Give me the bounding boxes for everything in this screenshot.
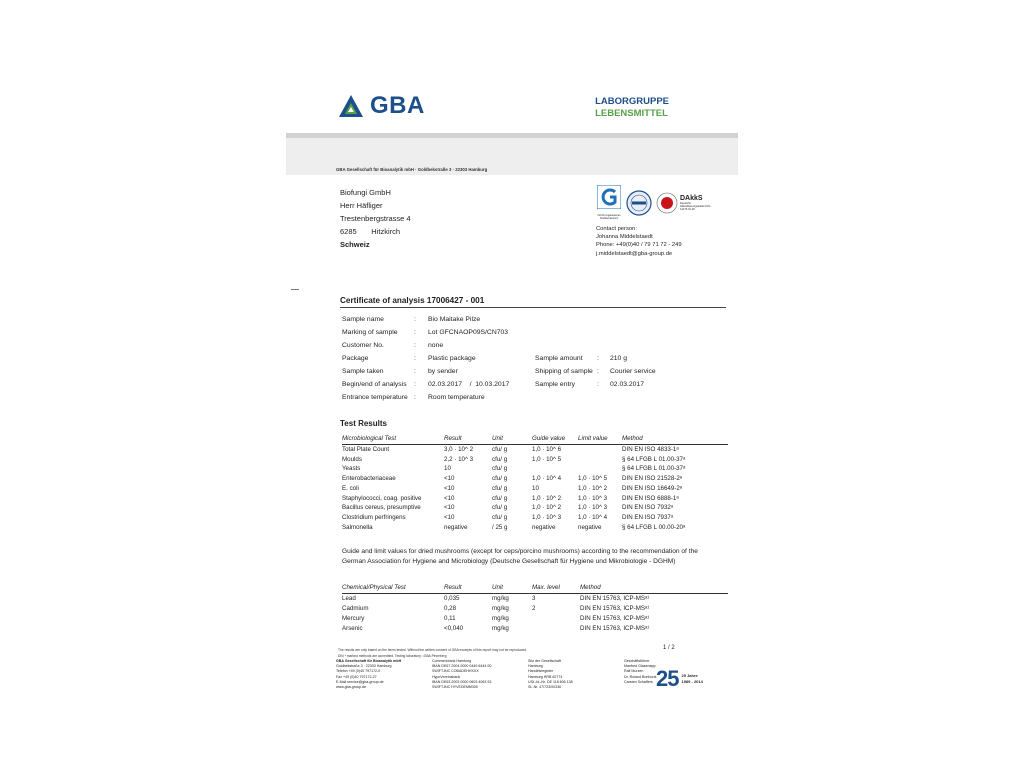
package-value: Plastic package — [428, 355, 476, 362]
micro-cell: <10 — [444, 504, 455, 512]
chem-cell: <0,040 — [444, 625, 464, 632]
chem-cell: 0,035 — [444, 595, 460, 602]
contact-block — [596, 225, 682, 258]
micro-cell: 1,0 · 10^ 4 — [532, 475, 562, 483]
micro-header-rule — [342, 444, 728, 445]
micro-cell: <10 — [444, 494, 455, 502]
chem-header-3: Max. level — [532, 584, 560, 591]
gba-logo — [338, 92, 425, 120]
micro-cell: cfu/ g — [492, 475, 508, 483]
micro-cell: Staphylococci, coag. positive — [342, 494, 422, 502]
footer-col4: Geschäftsführer Manfred Glasenapp Ralf Murzen Dr. Roland Bonhorst Carsten Schaffers — [624, 659, 657, 684]
anniversary-badge — [656, 666, 703, 692]
analysis-dates-value: 02.03.2017 / 10.03.2017 — [428, 381, 510, 388]
micro-cell: DIN EN ISO 7937ᵃ — [622, 513, 674, 521]
micro-cell: Total Plate Count — [342, 446, 390, 453]
micro-cell: negative — [444, 523, 468, 531]
micro-cell: <10 — [444, 484, 455, 492]
chem-cell: Arsenic — [342, 625, 363, 632]
recipient-country: Schweiz — [340, 240, 370, 249]
footer-note1: The results are only based on the items tested. Without the written consent of GBA excerpts of this report may not be reproduced. — [338, 648, 527, 652]
field-row: Sample name — [342, 316, 384, 323]
micro-cell: 1,0 · 10^ 3 — [532, 513, 562, 521]
test-results-title: Test Results — [340, 419, 387, 428]
micro-header-3: Guide value — [532, 435, 566, 442]
micro-cell: <10 — [444, 475, 455, 483]
micro-cell: 2,2 · 10^ 3 — [444, 455, 474, 463]
micro-cell: 1,0 · 10^ 3 — [578, 504, 608, 512]
recipient-person: Herr Häfliger — [340, 201, 383, 210]
recipient-company: Biofungi GmbH — [340, 188, 391, 197]
gcas-badge — [596, 185, 622, 220]
chem-header-rule — [342, 593, 728, 594]
micro-cell: § 64 LFGB L 01.00-37ᵃ — [622, 455, 686, 463]
sample-entry-value: 02.03.2017 — [610, 381, 645, 388]
micro-header-4: Limit value — [578, 435, 608, 442]
anniversary-label: 25 Jahre — [681, 673, 698, 678]
temperature-value: Room temperature — [428, 394, 485, 401]
contact-name: Johanna Middelstaedt — [596, 234, 653, 241]
micro-cell: § 64 LFGB L 00.00-20ᵃ — [622, 523, 686, 531]
micro-cell: § 64 LFGB L 01.00-37ᵃ — [622, 465, 686, 473]
chem-cell: Mercury — [342, 615, 365, 622]
fold-mark — [291, 289, 299, 290]
footer-col1: GBA Gesellschaft für Bioanalytik mbH Goldbekstraße 3 · 22303 Hamburg Telefon +49 (0)40 797172-0 Fax +49 (0)40 797172-27 E-Mail service@gba-group.de www.gba-group.de — [336, 659, 402, 690]
page-number: 1 / 2 — [663, 645, 675, 651]
dakks-logo-icon — [656, 192, 678, 214]
micro-cell: DIN EN ISO 7932ᵃ — [622, 504, 674, 512]
certification-seal-icon — [626, 190, 652, 216]
sample-taken-value: by sender — [428, 368, 458, 375]
sample-fields: Sample name : Bio Maitake Pilze Marking of sample : Lot GFCNAOP09S/CN703 Customer No. : none Package : Plastic package Sample taken : by sender Begin/end of analysis : 02.03.2017 / 10.03.2017 Entrance temperature : Room temperature — [342, 316, 510, 401]
recipient-address — [340, 186, 411, 251]
chem-cell: Lead — [342, 595, 356, 602]
chem-header-0: Chemical/Physical Test — [342, 584, 406, 591]
micro-cell: / 25 g — [492, 523, 508, 531]
guide-note: Guide and limit values for dried mushrooms (except for ceps/porcino mushrooms) according to the recommendation of the German Association for Hygiene and Microbiology (Deutsche Gesellschaft für Hygiene und Mikrobiologie - DGHM) — [342, 548, 698, 565]
chem-header-1: Result — [444, 584, 462, 591]
chem-header-2: Unit — [492, 584, 504, 591]
certificate-title: Certificate of analysis 17006427 - 001 — [340, 296, 485, 305]
gcas-caption: GCAS zugelassenes Testlaboratorium — [597, 214, 621, 220]
micro-cell: Salmonella — [342, 523, 373, 531]
chem-cell: 0,11 — [444, 615, 456, 622]
micro-header-2: Unit — [492, 435, 504, 442]
micro-header-0: Microbiological Test — [342, 435, 397, 442]
microbiology-table — [342, 435, 728, 535]
title-underline — [340, 307, 726, 308]
micro-cell: <10 — [444, 513, 455, 521]
micro-cell: Moulds — [342, 455, 362, 463]
chem-cell: 0,28 — [444, 605, 457, 612]
micro-cell: negative — [578, 523, 602, 531]
sample-amount-value: 210 g — [610, 355, 628, 362]
sample-name-value: Bio Maitake Pilze — [428, 316, 481, 323]
micro-cell: 1,0 · 10^ 3 — [578, 494, 608, 502]
anniversary-number: 25 — [656, 666, 679, 691]
micro-cell: DIN EN ISO 21528-2ᵃ — [622, 475, 683, 483]
micro-cell: E. coli — [342, 484, 359, 492]
micro-cell: 1,0 · 10^ 2 — [532, 504, 562, 512]
micro-cell: 10 — [444, 465, 451, 473]
micro-cell: cfu/ g — [492, 494, 508, 502]
micro-header-1: Result — [444, 435, 462, 442]
chem-cell: mg/kg — [492, 605, 509, 612]
micro-cell: 1,0 · 10^ 2 — [532, 494, 562, 502]
chem-cell: Cadmium — [342, 605, 369, 612]
anniversary-years: 1989 - 2014 — [681, 679, 703, 684]
micro-cell: negative — [532, 523, 556, 531]
micro-cell: Clostridium perfringens — [342, 513, 406, 521]
lab-line2: LEBENSMITTEL — [595, 108, 668, 119]
footer-col2: Commerzbank Hamburg IBAN DE67 2004 0000 0449 6444 00 SWIFT-BIC COBADEHHXXX HypoVereinsbank IBAN DE63 2003 0000 0603 4063 93 SWIFT-BIC HYVEDEMM300 — [432, 659, 492, 690]
micro-cell: 3,0 · 10^ 2 — [444, 446, 474, 453]
recipient-street: Trestenbergstrasse 4 — [340, 214, 411, 223]
micro-cell: DIN EN ISO 4833-1ᵃ — [622, 446, 679, 453]
chem-cell: DIN EN 15763, ICP-MSᵃ¹ — [580, 595, 650, 602]
accreditation-badges — [596, 185, 714, 220]
shipping-value: Courier service — [610, 368, 656, 375]
gba-triangle-icon — [338, 94, 364, 118]
micro-cell: Yeasts — [342, 465, 361, 473]
micro-cell: 1,0 · 10^ 5 — [578, 475, 608, 483]
contact-email: j.middelstaedt@gba-group.de — [596, 250, 673, 257]
micro-cell: DIN EN ISO 6888-1ᵃ — [622, 494, 679, 502]
dakks-sub: Deutsche Akkreditierungsstelle D-PL-14170-01-00 — [680, 201, 712, 211]
marking-value: Lot GFCNAOP09S/CN703 — [428, 329, 509, 336]
micro-cell: 1,0 · 10^ 5 — [532, 455, 562, 463]
laborgruppe-logo — [595, 96, 669, 120]
sender-line: GBA Gesellschaft für Bioanalytik mbH · Goldbekstraße 3 · 22303 Hamburg — [336, 167, 488, 172]
chem-cell: 3 — [532, 595, 536, 602]
micro-cell: cfu/ g — [492, 455, 508, 463]
recipient-zip: 6285 — [340, 227, 357, 236]
footer-columns — [336, 659, 684, 690]
chem-header-4: Method — [580, 584, 601, 591]
micro-cell: cfu/ g — [492, 446, 508, 453]
footer-notes — [338, 647, 527, 659]
chem-cell: 2 — [532, 605, 536, 612]
contact-label: Contact person: — [596, 226, 637, 232]
chem-cell: DIN EN 15763, ICP-MSᵃ¹ — [580, 605, 650, 612]
micro-cell: 10 — [532, 484, 539, 492]
footer-col3: Sitz der Gesellschaft Hamburg Handelsregister Hamburg HRB 62774 USt.-Id.-Nr. DE 118 606 138 St.-Nr. 47/723/00336 — [528, 659, 573, 690]
micro-cell: Enterobacteriaceae — [342, 475, 396, 483]
micro-cell: 1,0 · 10^ 2 — [578, 484, 608, 492]
micro-cell: Bacillus cereus, presumptive — [342, 504, 421, 512]
chem-cell: mg/kg — [492, 595, 509, 602]
chemical-table — [342, 584, 728, 634]
micro-cell: cfu/ g — [492, 504, 508, 512]
customer-no-value: none — [428, 342, 444, 349]
chem-cell: mg/kg — [492, 625, 509, 632]
shipping-fields: Sample amount : 210 g Shipping of sample : Courier service Sample entry : 02.03.2017 — [535, 355, 656, 388]
dakks-label: DAkkS — [680, 194, 703, 202]
chem-cell: DIN EN 15763, ICP-MSᵃ¹ — [580, 615, 650, 622]
micro-header-5: Method — [622, 435, 643, 442]
micro-cell: cfu/ g — [492, 513, 508, 521]
recipient-city: Hitzkirch — [371, 227, 401, 236]
micro-cell: DIN EN ISO 16649-2ᵃ — [622, 484, 683, 492]
contact-phone: Phone: +49(0)40 / 79 71 72 - 249 — [596, 242, 682, 249]
chem-cell: DIN EN 15763, ICP-MSᵃ¹ — [580, 625, 650, 632]
lab-line1: LABORGRUPPE — [595, 96, 669, 107]
micro-cell: cfu/ g — [492, 484, 508, 492]
micro-cell: 1,0 · 10^ 4 — [578, 513, 608, 521]
micro-cell: cfu/ g — [492, 465, 508, 473]
micro-cell: 1,0 · 10^ 6 — [532, 446, 562, 453]
gcas-logo-icon — [597, 185, 621, 209]
chem-cell: mg/kg — [492, 615, 509, 622]
dakks-badge — [656, 192, 714, 214]
footer-note2: DIN * marked methods are accredited. Testing laboratory: ¹GBA Pinneberg — [338, 654, 447, 658]
logo-text: GBA — [370, 92, 425, 119]
